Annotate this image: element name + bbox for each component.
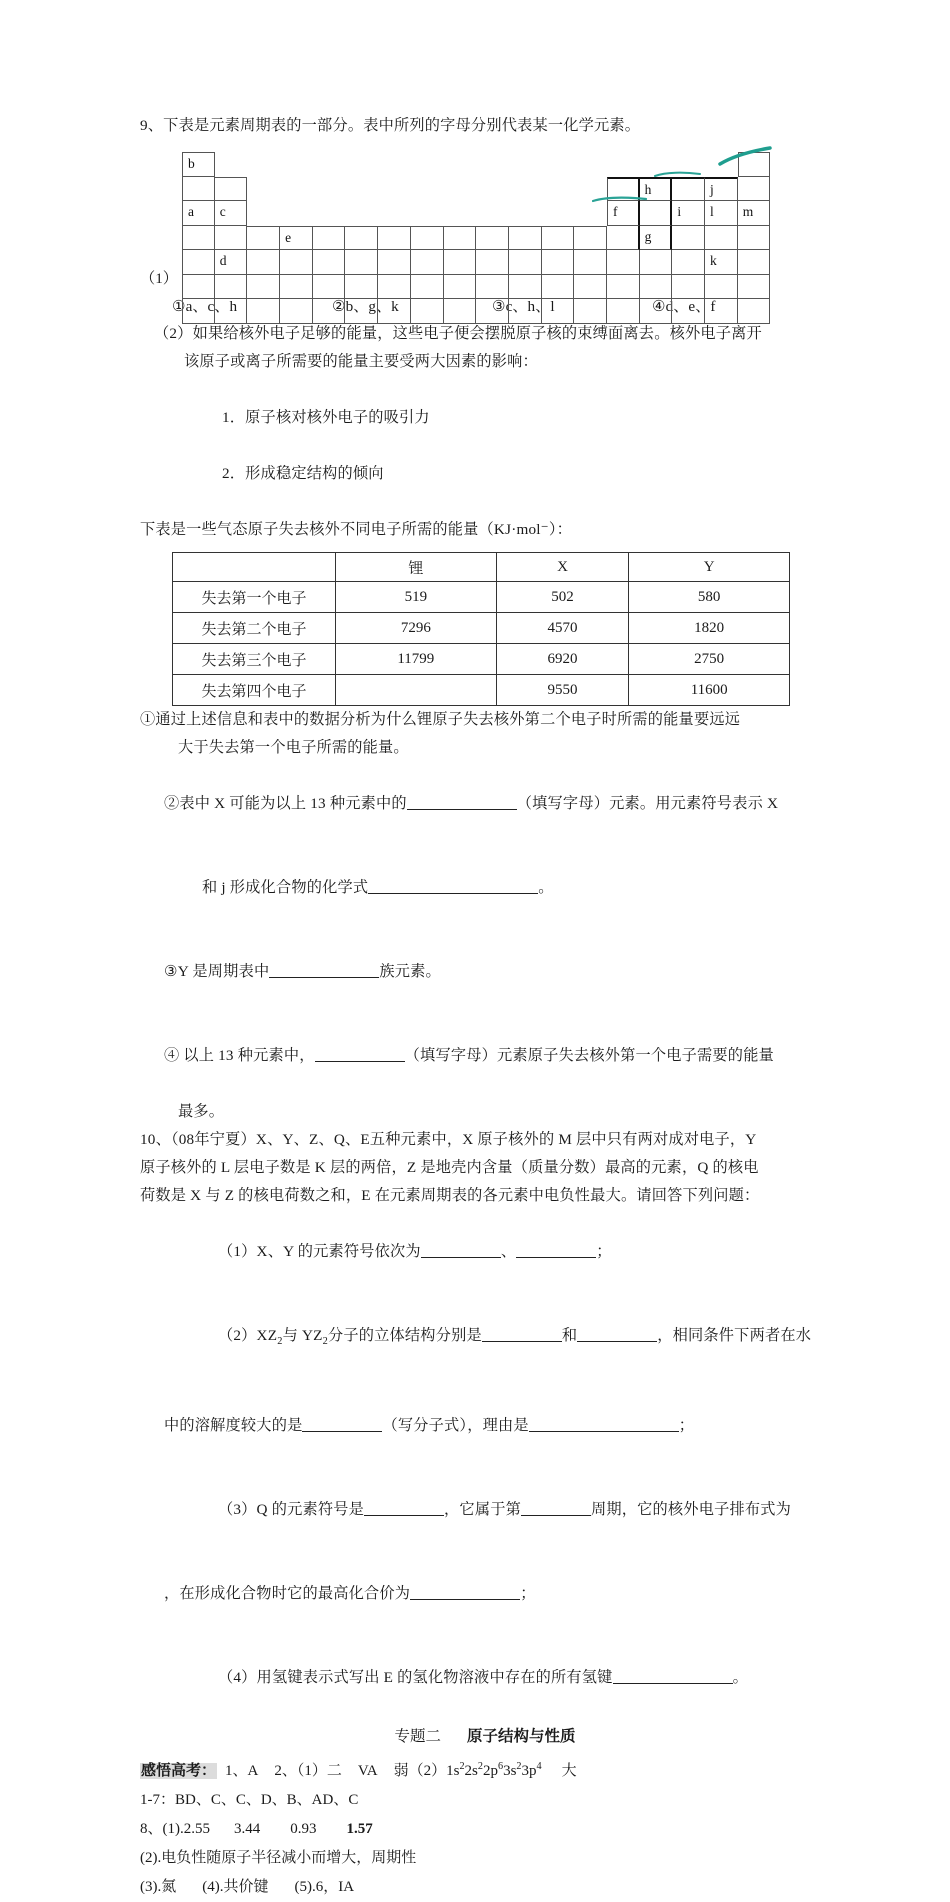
q10-part3-blank-2[interactable] [521,1500,591,1516]
periodic-cell [509,250,542,275]
periodic-cell [247,250,280,275]
q10-part3-blank-1[interactable] [364,1500,444,1516]
answer-line-10 [140,1873,830,1902]
periodic-cell [215,177,248,202]
periodic-cell [476,250,509,275]
periodic-cell [607,299,640,324]
periodic-cell-empty [509,177,542,192]
periodic-cell [509,226,542,251]
q10-part2-blank-1[interactable] [482,1326,562,1342]
periodic-cell [574,250,607,275]
periodic-cell-empty [247,201,280,216]
periodic-cell-e: e [280,226,313,251]
periodic-cell [542,299,575,324]
periodic-cell [345,250,378,275]
periodic-cell-h: h [640,177,673,202]
q10-part2-text-c: 分子的立体结构分别是 [327,1327,482,1344]
q10-part3-blank-3[interactable] [410,1584,520,1600]
periodic-cell [411,275,444,300]
answer-line-8 [140,1815,830,1844]
periodic-cell-empty [411,177,444,192]
gaokao-sup-3: 6 [497,1761,504,1773]
periodic-cell-empty [705,152,738,167]
q9-sub4-line2: 最多。 [178,1103,225,1120]
periodic-cell-empty [345,152,378,167]
periodic-cell [313,226,346,251]
periodic-cell-empty [542,152,575,167]
q9-sub4-blank[interactable] [315,1046,405,1062]
periodic-cell [247,299,280,324]
gaokao-answer-2: 2、（1）二 [274,1763,342,1780]
periodic-cell [280,299,313,324]
q10-part4-text-a: （4）用氢键表示式写出 E 的氢化物溶液中存在的所有氢键 [217,1669,613,1687]
periodic-cell [215,226,248,251]
periodic-cell [672,226,705,251]
periodic-row [182,152,770,177]
periodic-cell [345,226,378,251]
periodic-cell [444,250,477,275]
periodic-cell [345,299,378,324]
periodic-cell [542,275,575,300]
q10-part2-text-a: （2）XZ [217,1327,278,1344]
option-3[interactable]: ③c、h、l [492,298,555,315]
energy-table-cell: 11799 [336,644,497,675]
energy-table-cell: 11600 [629,675,790,706]
energy-table-intro: 下表是一些气态原子失去核外不同电子所需的能量（KJ·mol⁻）： [140,521,573,538]
energy-table-cell: 6920 [496,644,629,675]
answer-line-1-7: 1-7：BD、C、C、D、B、AD、C [140,1792,359,1809]
factor-2: 2．形成稳定结构的倾向 [221,465,384,482]
energy-table-row-label: 失去第四个电子 [173,675,336,706]
gaokao-answer-1: 1、A [225,1763,259,1780]
gaokao-answer-6: 2p [482,1763,498,1780]
periodic-cell-empty [640,152,673,167]
periodic-cell [672,177,705,202]
energy-table-row [173,582,790,613]
q10-part2-sub-2: 2 [322,1336,328,1348]
periodic-cell-empty [280,152,313,167]
energy-table-cell: 502 [496,582,629,613]
energy-table-row [173,613,790,644]
periodic-cell [738,299,771,324]
periodic-cell-empty [345,201,378,216]
periodic-cell-empty [313,152,346,167]
energy-table-cell: 519 [336,582,497,613]
periodic-cell [542,226,575,251]
periodic-cell [738,226,771,251]
periodic-cell-g: g [640,226,673,251]
periodic-cell-empty [476,177,509,192]
periodic-cell-a: a [182,201,215,226]
q10-part1-text-b: 、 [500,1243,517,1260]
periodic-cell-empty [247,177,280,192]
energy-table-cell: 7296 [336,613,497,644]
answer-10-a: (3).氮 [140,1879,177,1896]
periodic-cell [607,250,640,275]
answer-8-value-3: 0.93 [290,1821,317,1838]
q9-sub1-line2: 大于失去第一个电子所需的能量。 [178,739,409,756]
energy-table-cell [336,675,497,706]
periodic-cell [705,299,738,324]
periodic-cell [738,275,771,300]
q9-sub3-blank[interactable] [269,962,379,978]
q10-part1 [140,1210,830,1294]
periodic-cell [313,299,346,324]
option-1[interactable]: ①a、c、h [172,298,238,315]
answer-8-value-4: 1.57 [346,1821,373,1838]
periodic-table-diagram [140,152,830,292]
q9-sub3-text-a: ③Y 是周期表中 [163,963,270,980]
periodic-cell [280,275,313,300]
periodic-cell [444,275,477,300]
periodic-row [182,177,770,202]
periodic-cell [378,250,411,275]
gaokao-answer-8: 3p [521,1763,537,1780]
periodic-cell [640,275,673,300]
q9-sub2-text-b: （填写字母）元素。用元素符号表示 X [516,795,779,812]
periodic-cell-empty [411,201,444,216]
periodic-cell [509,299,542,324]
q9-sub4-text-a: ④ 以上 13 种元素中， [163,1047,315,1064]
periodic-cell-empty [509,201,542,216]
energy-table-header-锂: 锂 [336,553,497,582]
question-9-part2-line2: 该原子或离子所需要的能量主要受两大因素的影响： [184,353,538,370]
periodic-cell-empty [247,152,280,167]
periodic-cell [476,226,509,251]
q10-part3-text-c: 周期，它的核外电子排布式为 [590,1501,792,1519]
q10-part2-line2 [140,1384,830,1468]
q10-part3-text-e: ； [520,1585,536,1603]
energy-table-cell: 9550 [496,675,629,706]
periodic-cell-b: b [182,152,215,177]
periodic-cell [444,226,477,251]
q9-sub2-text-a: ②表中 X 可能为以上 13 种元素中的 [163,795,407,812]
periodic-cell [313,250,346,275]
q9-sub2-text-c: 和 j 形成化合物的化学式 [201,879,369,896]
q9-sub3-text-b: 族元素。 [379,963,441,980]
energy-table-row-label: 失去第一个电子 [173,582,336,613]
q9-sub2-line1 [140,762,830,846]
gaokao-answer-3: VA [357,1763,378,1780]
periodic-cell [182,250,215,275]
q10-part2-text-b: 与 YZ [282,1327,323,1344]
energy-table-header-row [173,553,790,582]
periodic-cell-j: j [705,177,738,202]
gaokao-answer-7: 3s [503,1763,517,1780]
energy-table-cell: 2750 [629,644,790,675]
periodic-cell-empty [574,152,607,167]
energy-table-row-label: 失去第二个电子 [173,613,336,644]
periodic-cell [444,299,477,324]
energy-table-header-corner [173,553,336,582]
periodic-cell [640,299,673,324]
periodic-cell [607,226,640,251]
periodic-cell [411,250,444,275]
periodic-cell-empty [476,201,509,216]
periodic-cell [182,299,215,324]
q10-part2-text-f: 中的溶解度较大的是 [163,1417,303,1435]
q9-sub4-line1 [140,1014,830,1098]
q10-part2-blank-4[interactable] [529,1416,679,1432]
q10-part2-text-h: ； [678,1417,695,1435]
q10-part4-line [140,1636,830,1720]
q10-part3-text-b: ，它属于第 [444,1501,521,1519]
periodic-cell [280,250,313,275]
periodic-cell-f: f [607,201,640,226]
periodic-cell-empty [509,152,542,167]
periodic-cell [574,275,607,300]
periodic-cell [672,250,705,275]
periodic-cell-k: k [705,250,738,275]
q10-part3-text-d: ，在形成化合物时它的最高化合价为 [163,1585,411,1603]
answer-10-c: (5).6，IA [294,1879,355,1896]
periodic-cell-i: i [672,201,705,226]
periodic-cell [607,177,640,202]
periodic-cell [738,152,771,177]
gaokao-sup-2: 2 [477,1761,483,1773]
energy-table-header-Y: Y [629,553,790,582]
q10-part1-blank-1[interactable] [421,1242,501,1258]
question-9-part1-label: （1） [140,270,178,287]
energy-table-header-X: X [496,553,629,582]
gaokao-answer-4: 弱（2）1s [393,1763,460,1780]
question-9-part2-line1: （2）如果给核外电子足够的能量，这些电子便会摆脱原子核的束缚面离去。核外电子离开 [154,325,762,342]
q9-sub2-blank-1[interactable] [407,794,517,810]
periodic-cell-empty [542,177,575,192]
q10-part2-text-g: （写分子式），理由是 [382,1417,529,1435]
energy-table-cell: 1820 [629,613,790,644]
periodic-cell-empty [672,152,705,167]
periodic-row [182,275,770,300]
answer-10-b: (4).共价键 [202,1879,269,1896]
periodic-cell-empty [574,201,607,216]
periodic-cell-empty [313,201,346,216]
q10-part2-text-d: 和 [561,1327,578,1344]
periodic-cell-m: m [738,201,771,226]
q9-sub2-blank-2[interactable] [368,878,538,894]
periodic-cell [574,226,607,251]
periodic-cell-empty [476,152,509,167]
periodic-cell [182,226,215,251]
q10-part4-text-b: 。 [732,1669,748,1687]
energy-table-cell: 4570 [496,613,629,644]
periodic-cell [313,275,346,300]
periodic-cell [542,250,575,275]
periodic-cell [411,226,444,251]
gaokao-answer-9: 大 [561,1763,577,1780]
periodic-cell-empty [378,177,411,192]
q10-part1-text-a: （1）X、Y 的元素符号依次为 [217,1243,421,1260]
periodic-cell-empty [411,152,444,167]
q9-sub2-text-d: 。 [538,879,554,896]
q10-part2-sub-1: 2 [277,1336,283,1348]
periodic-cell [411,299,444,324]
periodic-cell [672,275,705,300]
q10-part2-blank-3[interactable] [302,1416,382,1432]
periodic-cell-empty [313,177,346,192]
periodic-row [182,201,770,226]
q10-part3-line1 [140,1468,830,1552]
q9-sub3-line [140,930,830,1014]
periodic-cell [672,299,705,324]
periodic-cell-empty [444,201,477,216]
q9-sub4-text-b: （填写字母）元素原子失去核外第一个电子需要的能量 [404,1047,774,1064]
q10-part2-text-e: ，相同条件下两者在水 [657,1327,812,1344]
periodic-cell [640,250,673,275]
periodic-cell-empty [444,177,477,192]
answer-line-9: (2).电负性随原子半径减小而增大，周期性 [140,1850,417,1867]
q9-sub2-line2 [140,846,830,930]
periodic-table-grid [182,152,770,324]
periodic-cell [640,201,673,226]
periodic-cell-empty [378,201,411,216]
gaokao-sup-5: 4 [536,1761,542,1773]
gaokao-sup-1: 2 [459,1761,465,1773]
periodic-cell [378,299,411,324]
periodic-cell [738,177,771,202]
periodic-cell-empty [280,201,313,216]
periodic-cell-empty [378,152,411,167]
gaokao-answer-5: 2s [464,1763,478,1780]
periodic-cell-d: d [215,250,248,275]
periodic-cell [509,275,542,300]
periodic-cell [345,275,378,300]
energy-table-row [173,675,790,706]
q10-part2-blank-2[interactable] [577,1326,657,1342]
option-4[interactable]: ④d、e、f [652,298,716,315]
periodic-cell [182,275,215,300]
factor-1: 1．原子核对核外电子的吸引力 [221,409,430,426]
periodic-cell [705,275,738,300]
periodic-cell [476,299,509,324]
question-9-factors [140,376,830,516]
periodic-cell [215,299,248,324]
question-10-stem-line2: 原子核外的 L 层电子数是 K 层的两倍，Z 是地壳内含量（质量分数）最高的元素，Q 的核电 [140,1159,759,1176]
option-2[interactable]: ②b、g、k [332,298,399,315]
energy-table-cell: 580 [629,582,790,613]
periodic-cell [247,226,280,251]
question-9-stem: 9、下表是元素周期表的一部分。表中所列的字母分别代表某一化学元素。 [140,117,641,134]
periodic-cell [738,250,771,275]
energy-table-row-label: 失去第三个电子 [173,644,336,675]
q10-part2-line1 [140,1294,830,1384]
q10-part1-text-c: ； [596,1243,612,1260]
ionization-energy-table [172,552,790,706]
periodic-cell [574,299,607,324]
periodic-cell [378,226,411,251]
gaokao-answer-line [140,1752,830,1786]
answers-title-prefix: 专题二 [394,1728,441,1746]
periodic-cell-c: c [215,201,248,226]
q10-part4-blank[interactable] [613,1668,733,1684]
periodic-cell-empty [542,201,575,216]
q10-part1-blank-2[interactable] [516,1242,596,1258]
periodic-cell-empty [444,152,477,167]
periodic-cell-empty [215,152,248,167]
question-10-stem-line3: 荷数是 X 与 Z 的核电荷数之和，E 在元素周期表的各元素中电负性最大。请回答下列问题： [140,1187,760,1204]
periodic-cell-l: l [705,201,738,226]
periodic-cell [247,275,280,300]
periodic-row [182,226,770,251]
q9-sub1-line1: ①通过上述信息和表中的数据分析为什么锂原子失去核外第二个电子时所需的能量要远远 [140,711,741,728]
answers-section-title [140,1722,830,1752]
periodic-row [182,299,770,324]
periodic-cell [705,226,738,251]
answer-8-prefix: 8、(1).2.55 [140,1821,210,1838]
periodic-cell-empty [574,177,607,192]
periodic-cell-empty [345,177,378,192]
periodic-cell-empty [607,152,640,167]
periodic-cell [476,275,509,300]
answer-8-value-2: 3.44 [234,1821,261,1838]
gaokao-sup-4: 2 [516,1761,522,1773]
periodic-row [182,250,770,275]
q10-part3-text-a: （3）Q 的元素符号是 [217,1501,365,1519]
document-content [140,112,830,1902]
energy-table-row [173,644,790,675]
gaokao-label: 感悟高考： [141,1763,217,1780]
periodic-cell [215,275,248,300]
periodic-cell-empty [280,177,313,192]
answers-title-main: 原子结构与性质 [467,1728,576,1746]
question-10-stem-line1: 10、（08年宁夏）X、Y、Z、Q、E五种元素中，X 原子核外的 M 层中只有两对成对电子，Y [140,1131,757,1148]
periodic-cell [182,177,215,202]
q10-part3-line2 [140,1552,830,1636]
periodic-cell [607,275,640,300]
periodic-cell [378,275,411,300]
